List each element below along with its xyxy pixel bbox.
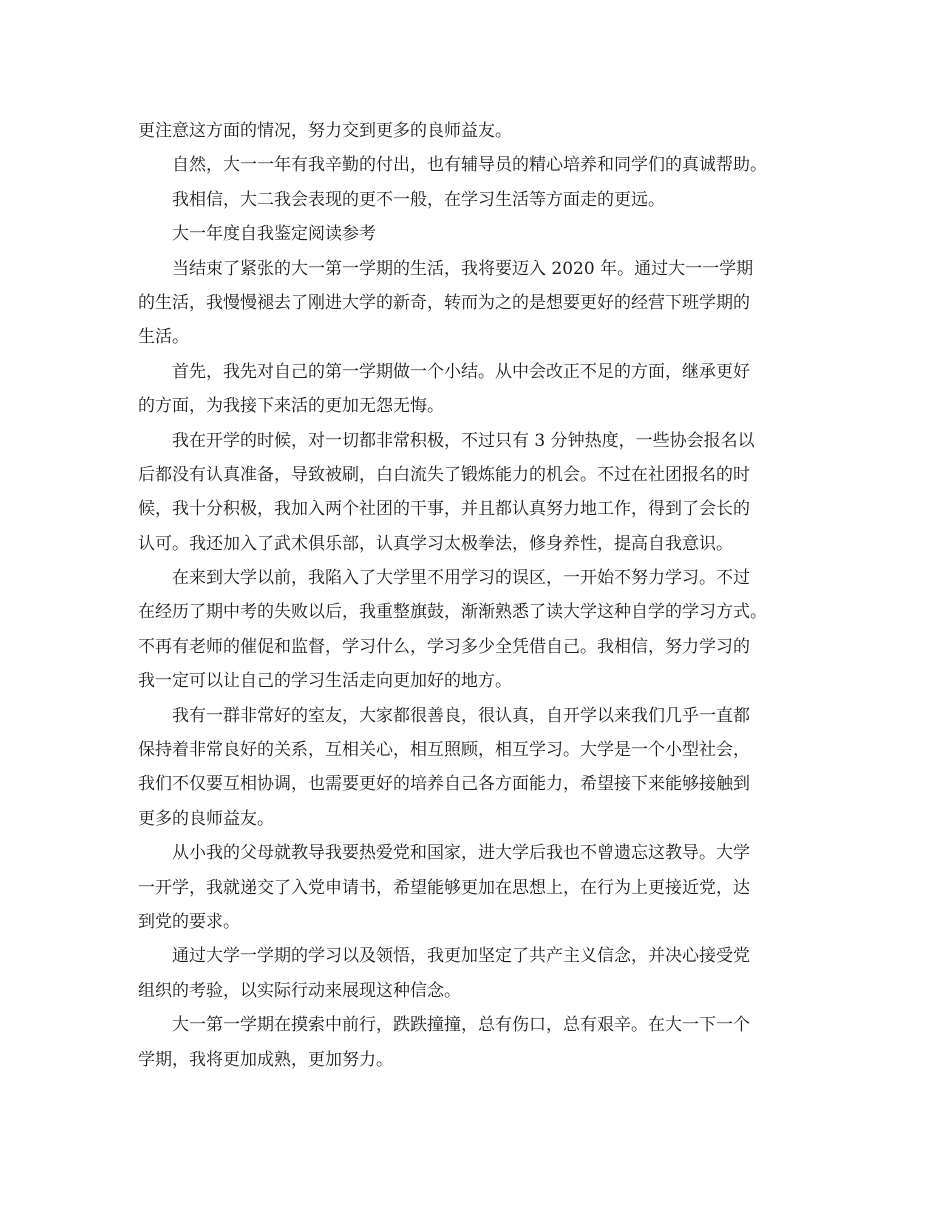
paragraph-first-line: 在来到大学以前，我陷入了大学里不用学习的误区，一开始不努力学习。不过 — [172, 568, 750, 589]
paragraph-line: 生活。 — [138, 327, 189, 348]
paragraph-line: 的生活，我慢慢褪去了刚进大学的新奇，转而为之的是想要更好的经营下班学期的 — [138, 292, 750, 313]
paragraph-first-line: 我相信，大二我会表现的更不一般，在学习生活等方面走的更远。 — [172, 189, 665, 210]
paragraph-line: 在经历了期中考的失败以后，我重整旗鼓，渐渐熟悉了读大学这种自学的学习方式。 — [138, 602, 767, 623]
paragraph-line: 我一定可以让自己的学习生活走向更加好的地方。 — [138, 671, 512, 692]
paragraph-first-line: 自然，大一一年有我辛勤的付出，也有辅导员的精心培养和同学们的真诚帮助。 — [172, 155, 767, 176]
paragraph-line: 学期，我将更加成熟，更加努力。 — [138, 1049, 393, 1070]
paragraph-line: 一开学，我就递交了入党申请书，希望能够更加在思想上，在行为上更接近党，达 — [138, 877, 750, 898]
paragraph-first-line: 当结束了紧张的大一第一学期的生活，我将要迈入 2020 年。通过大一一学期 — [172, 258, 754, 279]
paragraph-line: 的方面，为我接下来活的更加无怨无悔。 — [138, 396, 444, 417]
paragraph-line: 到党的要求。 — [138, 911, 240, 932]
paragraph-first-line: 大一年度自我鉴定阅读参考 — [172, 224, 376, 245]
paragraph-line: 更注意这方面的情况，努力交到更多的良师益友。 — [138, 121, 512, 141]
paragraph-first-line: 从小我的父母就教导我要热爱党和国家，进大学后我也不曾遗忘这教导。大学 — [172, 843, 750, 864]
paragraph-first-line: 大一第一学期在摸索中前行，跌跌撞撞，总有伤口，总有艰辛。在大一下一个 — [172, 1015, 750, 1036]
paragraph-line: 不再有老师的催促和监督，学习什么，学习多少全凭借自己。我相信，努力学习的 — [138, 636, 750, 657]
paragraph-line: 后都没有认真准备，导致被刷，白白流失了锻炼能力的机会。不过在社团报名的时 — [138, 464, 750, 485]
document-body — [138, 114, 818, 1077]
paragraph-line: 保持着非常良好的关系，互相关心，相互照顾，相互学习。大学是一个小型社会， — [138, 740, 750, 761]
paragraph-line: 候，我十分积极，我加入两个社团的干事，并且都认真努力地工作，得到了会长的 — [138, 499, 750, 520]
paragraph-line: 更多的良师益友。 — [138, 808, 274, 829]
paragraph-first-line: 首先，我先对自己的第一学期做一个小结。从中会改正不足的方面，继承更好 — [172, 361, 750, 382]
paragraph-first-line: 我在开学的时候，对一切都非常积极，不过只有 3 分钟热度，一些协会报名以 — [172, 430, 755, 451]
paragraph-first-line: 我有一群非常好的室友，大家都很善良，很认真，自开学以来我们几乎一直都 — [172, 705, 750, 726]
paragraph-line: 组织的考验，以实际行动来展现这种信念。 — [138, 980, 461, 1001]
paragraph-line: 我们不仅要互相协调，也需要更好的培养自己各方面能力，希望接下来能够接触到 — [138, 774, 750, 795]
paragraph-first-line: 通过大学一学期的学习以及领悟，我更加坚定了共产主义信念，并决心接受党 — [172, 946, 750, 967]
paragraph-line: 认可。我还加入了武术俱乐部，认真学习太极拳法，修身养性，提高自我意识。 — [138, 533, 733, 554]
